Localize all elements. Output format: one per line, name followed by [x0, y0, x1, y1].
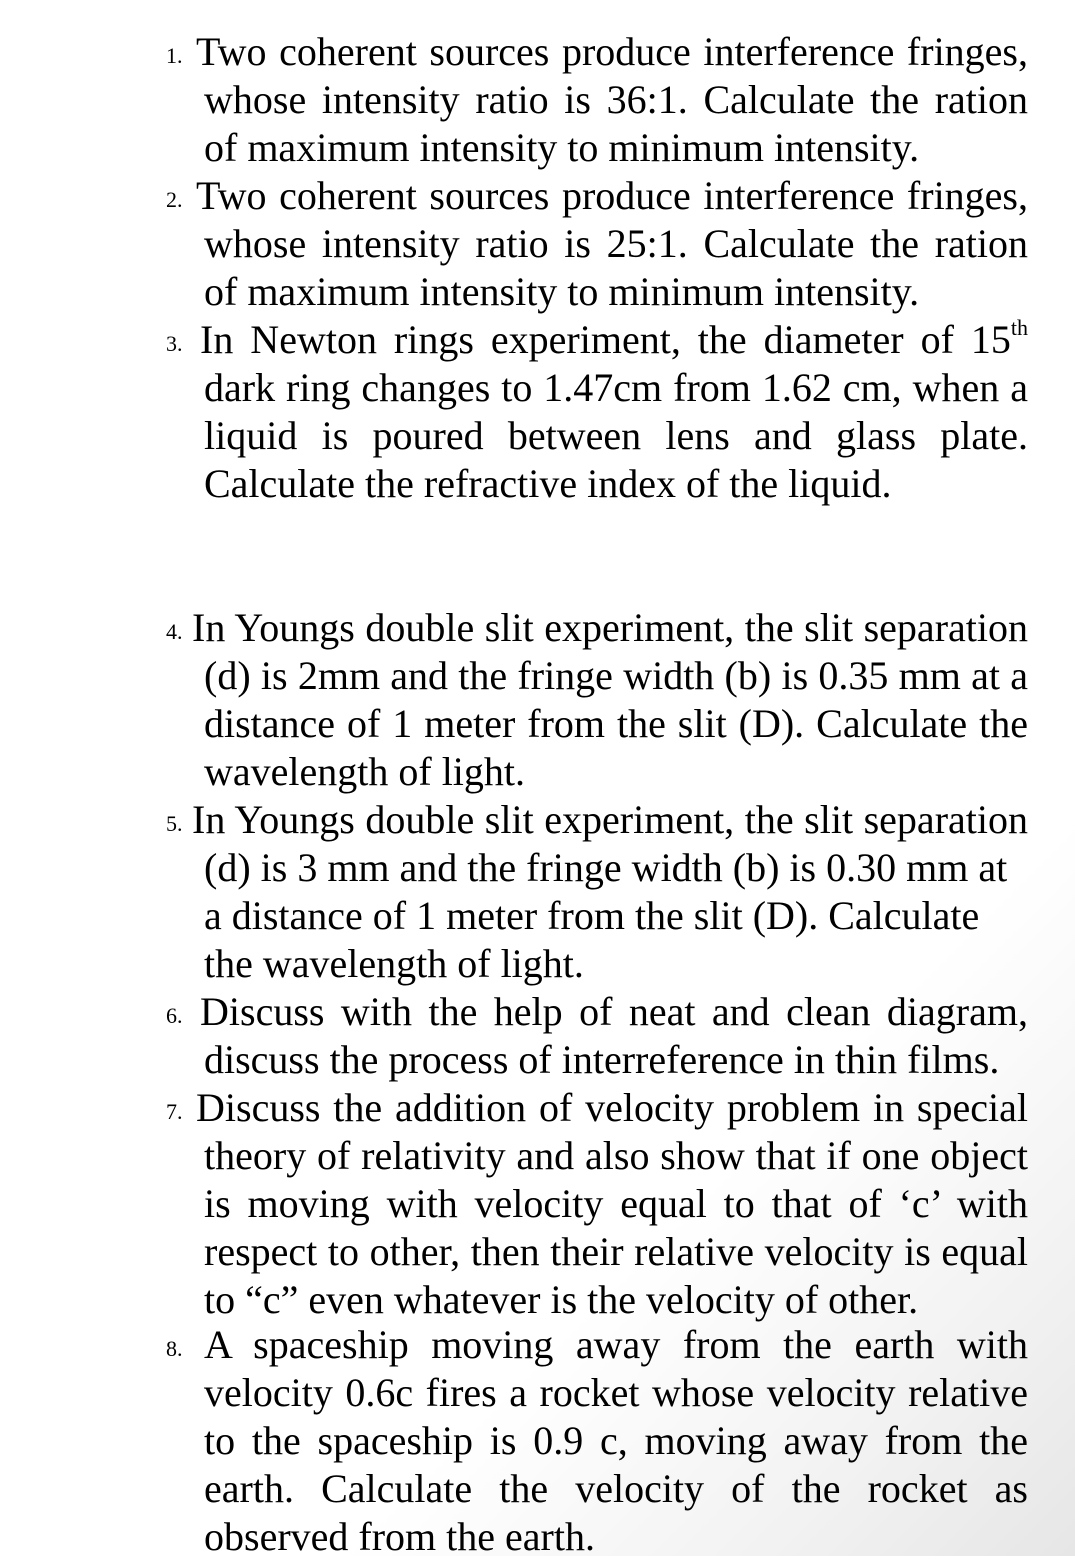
question-line-with-superscript [166, 316, 1028, 364]
question-line: liquid is poured between lens and glass plate. [204, 413, 1028, 459]
ordinal-superscript: th [1010, 314, 1028, 340]
question-line: In Newton rings experiment, the diameter of 15 [200, 317, 1011, 362]
question-line: observed from the earth. [204, 1514, 595, 1560]
question-number: 4. [166, 619, 183, 644]
question-number: 7. [166, 1099, 183, 1124]
question-number: 3. [166, 331, 183, 356]
question-line: Calculate the refractive index of the liquid. [204, 461, 892, 507]
question-number: 1. [166, 43, 183, 68]
question-number: 6. [166, 1003, 183, 1028]
question-line: In Youngs double slit experiment, the slit separation [192, 605, 1028, 650]
question-line: dark ring changes to 1.47cm from 1.62 cm, when a [204, 365, 1028, 411]
question-number: 2. [166, 187, 183, 212]
question-line: is moving with velocity equal to that of ‘c’ with [204, 1181, 1028, 1227]
question-line: distance of 1 meter from the slit (D). Calculate the [204, 701, 1028, 747]
question-line: whose intensity ratio is 25:1. Calculate the ration [204, 221, 1028, 267]
question-line: a distance of 1 meter from the slit (D). Calculate [204, 893, 980, 939]
question-line: (d) is 3 mm and the fringe width (b) is 0.30 mm at [204, 845, 1008, 891]
question-item-6 [166, 988, 1028, 1084]
question-line: Two coherent sources produce interference fringes, [196, 29, 1028, 74]
question-item-5 [166, 796, 1028, 988]
question-line: discuss the process of interreference in thin films. [204, 1037, 1000, 1083]
question-line: Two coherent sources produce interference fringes, [196, 173, 1028, 218]
question-line: velocity 0.6c fires a rocket whose velocity relative [204, 1370, 1028, 1416]
question-line: earth. Calculate the velocity of the rocket as [204, 1466, 1028, 1512]
question-item-8 [166, 1321, 1028, 1561]
question-number: 5. [166, 811, 183, 836]
question-line: whose intensity ratio is 36:1. Calculate the ration [204, 77, 1028, 123]
question-line: A spaceship moving away from the earth with [204, 1322, 1028, 1367]
question-item-7 [166, 1084, 1028, 1324]
question-line: Discuss with the help of neat and clean diagram, [200, 989, 1028, 1034]
question-line: (d) is 2mm and the fringe width (b) is 0.35 mm at a [204, 653, 1028, 699]
question-line: to “c” even whatever is the velocity of other. [204, 1277, 919, 1323]
question-line: respect to other, then their relative velocity is equal [204, 1229, 1028, 1275]
question-line: Discuss the addition of velocity problem in special [196, 1085, 1028, 1130]
question-number: 8. [166, 1336, 183, 1361]
question-item-2 [166, 172, 1028, 316]
question-item-4 [166, 604, 1028, 796]
question-item-1 [166, 28, 1028, 172]
question-line: of maximum intensity to minimum intensity. [204, 125, 920, 171]
question-line: wavelength of light. [204, 749, 526, 795]
question-line: of maximum intensity to minimum intensity. [204, 269, 920, 315]
question-line: theory of relativity and also show that if one object [204, 1133, 1028, 1179]
question-line: to the spaceship is 0.9 c, moving away from the [204, 1418, 1028, 1464]
question-line: the wavelength of light. [204, 941, 584, 987]
question-line: In Youngs double slit experiment, the slit separation [192, 797, 1028, 842]
question-item-3 [166, 316, 1028, 508]
